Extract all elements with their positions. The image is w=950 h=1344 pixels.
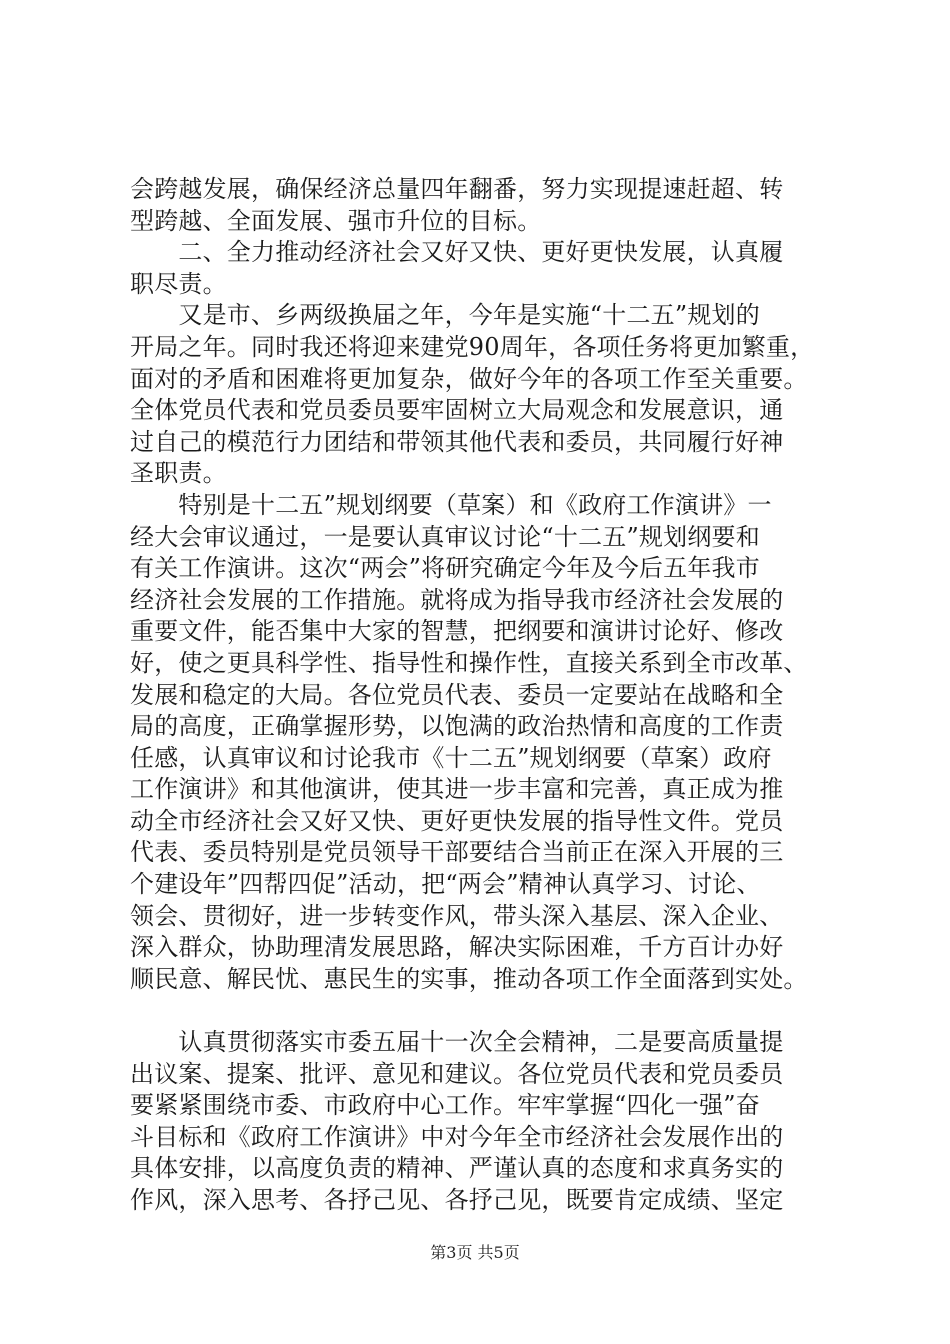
text-line: 二、全力推动经济社会又好又快、更好更快发展，认真履 <box>130 238 784 267</box>
blank-line <box>130 995 835 1027</box>
text-line: 型跨越、全面发展、强市升位的目标。 <box>130 206 542 235</box>
text-line: 圣职责。 <box>130 459 227 488</box>
text-line: 出议案、提案、批评、意见和建议。各位党员代表和党员委员 <box>130 1059 784 1088</box>
page-footer: 第3页 共5页 <box>430 1243 520 1262</box>
text-line: 面对的矛盾和困难将更加复杂，做好今年的各项工作至关重要。 <box>130 364 808 393</box>
text-line: 任感，认真审议和讨论我市《十二五”规划纲要（草案）政府 <box>130 743 772 772</box>
text-line: 要紧紧围绕市委、市政府中心工作。牢牢掌握“四化一强”奋 <box>130 1091 760 1120</box>
text-line: 又是市、乡两级换届之年，今年是实施“十二五”规划的 <box>130 301 760 330</box>
text-line: 过自己的模范行力团结和带领其他代表和委员，共同履行好神 <box>130 427 784 456</box>
text-line: 个建设年”四帮四促”活动，把“两会”精神认真学习、讨论、 <box>130 870 761 899</box>
body-text <box>130 174 835 1217</box>
text-line: 认真贯彻落实市委五届十一次全会精神，二是要高质量提 <box>130 1028 784 1057</box>
text-line: 领会、贯彻好，进一步转变作风，带头深入基层、深入企业、 <box>130 901 784 930</box>
text-line: 经大会审议通过，一是要认真审议讨论“十二五”规划纲要和 <box>130 522 760 551</box>
text-line: 职尽责。 <box>130 269 227 298</box>
text-line: 重要文件，能否集中大家的智慧，把纲要和演讲讨论好、修改 <box>130 617 784 646</box>
text-line: 特别是十二五”规划纲要（草案）和《政府工作演讲》一 <box>130 490 772 519</box>
text-line: 代表、委员特别是党员领导干部要结合当前正在深入开展的三 <box>130 838 784 867</box>
text-line: 工作演讲》和其他演讲，使其进一步丰富和完善，真正成为推 <box>130 775 784 804</box>
text-line: 开局之年。同时我还将迎来建党90周年，各项任务将更加繁重， <box>130 332 815 361</box>
text-line: 发展和稳定的大局。各位党员代表、委员一定要站在战略和全 <box>130 680 784 709</box>
text-line: 会跨越发展，确保经济总量四年翻番，努力实现提速赶超、转 <box>130 175 784 203</box>
text-line: 全体党员代表和党员委员要牢固树立大局观念和发展意识，通 <box>130 396 784 425</box>
text-line: 好，使之更具科学性、指导性和操作性，直接关系到全市改革、 <box>130 648 808 677</box>
text-line: 经济社会发展的工作措施。就将成为指导我市经济社会发展的 <box>130 585 784 614</box>
text-line: 斗目标和《政府工作演讲》中对今年全市经济社会发展作出的 <box>130 1122 784 1151</box>
text-line: 顺民意、解民忧、惠民生的实事，推动各项工作全面落到实处。 <box>130 964 808 993</box>
text-line: 作风，深入思考、各抒己见、各抒己见，既要肯定成绩、坚定 <box>130 1186 784 1214</box>
text-line: 动全市经济社会又好又快、更好更快发展的指导性文件。党员 <box>130 806 784 835</box>
text-line: 有关工作演讲。这次“两会”将研究确定今年及今后五年我市 <box>130 554 760 583</box>
text-line: 深入群众，协助理清发展思路，解决实际困难，千方百计办好 <box>130 933 784 962</box>
text-line: 局的高度，正确掌握形势，以饱满的政治热情和高度的工作责 <box>130 712 784 741</box>
text-line: 具体安排，以高度负责的精神、严谨认真的态度和求真务实的 <box>130 1154 784 1183</box>
